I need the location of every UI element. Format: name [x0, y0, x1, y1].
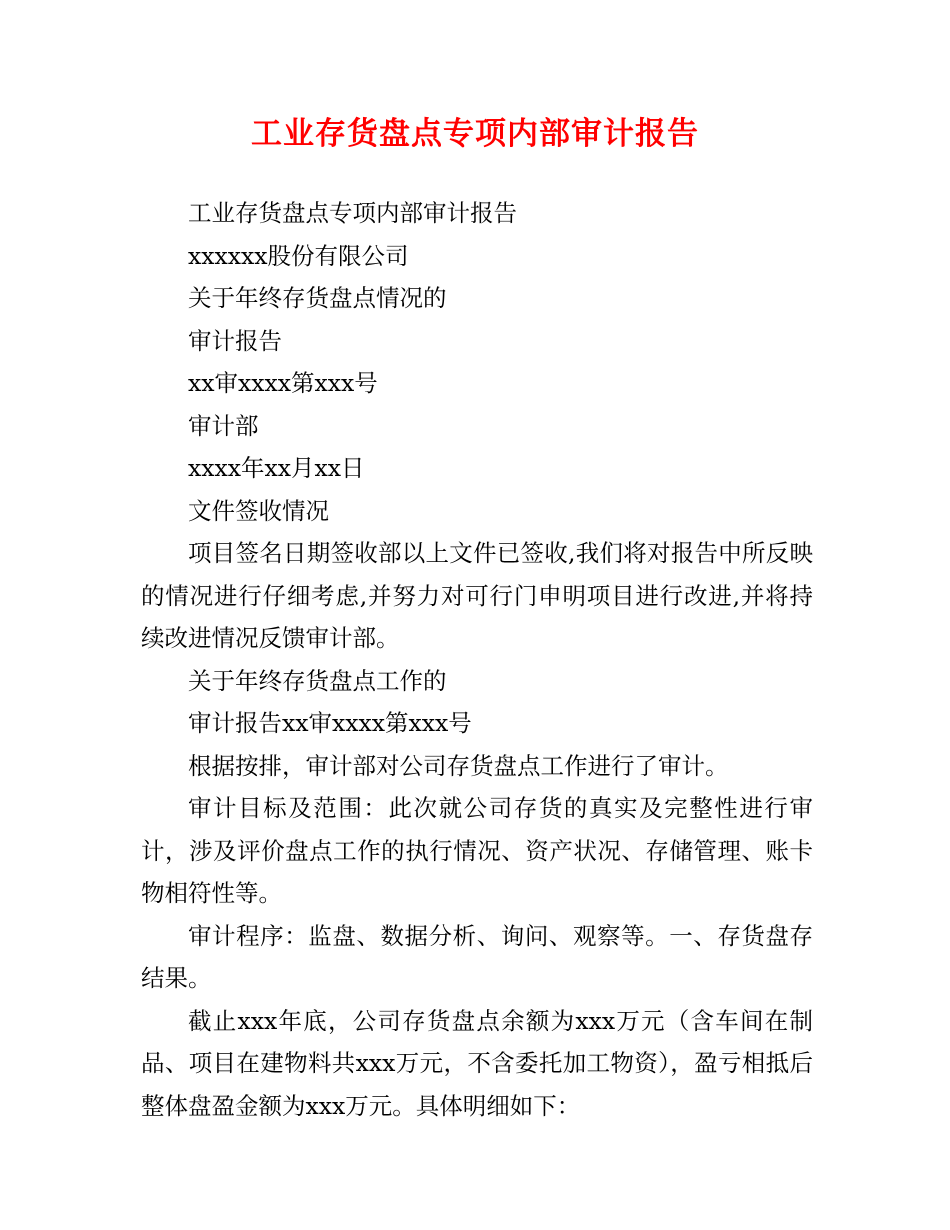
paragraph-department: 审计部	[188, 411, 259, 440]
document-body	[141, 192, 813, 1127]
paragraph-procedures: 审计程序：监盘、数据分析、询问、观察等。一、存货盘存结果。	[141, 921, 813, 992]
paragraph-receipt-heading: 文件签收情况	[188, 496, 329, 525]
paragraph-subject: 关于年终存货盘点情况的	[188, 284, 447, 312]
paragraph-arrangement: 根据按排，审计部对公司存货盘点工作进行了审计。	[188, 751, 729, 780]
document-title: 工业存货盘点专项内部审计报告	[251, 116, 699, 152]
paragraph-report-number-2: 审计报告xx审xxxx第xxx号	[188, 709, 472, 737]
paragraph-report-label: 审计报告	[188, 326, 282, 355]
paragraph-objective-scope: 审计目标及范围：此次就公司存货的真实及完整性进行审计，涉及评价盘点工作的执行情况、资产状况、存储管理、账卡物相符性等。	[141, 794, 813, 907]
paragraph-report-number: xx审xxxx第xxx号	[188, 369, 378, 397]
paragraph-company: xxxxxx股份有限公司	[188, 241, 409, 270]
paragraph-report-name: 工业存货盘点专项内部审计报告	[188, 199, 517, 227]
paragraph-date: xxxx年xx月xx日	[188, 454, 365, 482]
paragraph-results: 截止xxx年底，公司存货盘点余额为xxx万元（含车间在制品、项目在建物料共xxx万元，不含委托加工物资），盈亏相抵后整体盘盈金额为xxx万元。具体明细如下：	[141, 1006, 813, 1120]
paragraph-work-subject: 关于年终存货盘点工作的	[188, 666, 447, 695]
paragraph-receipt-body: 项目签名日期签收部以上文件已签收,我们将对报告中所反映的情况进行仔细考虑,并努力对可行门申明项目进行改进,并将持续改进情况反馈审计部。	[141, 539, 813, 652]
